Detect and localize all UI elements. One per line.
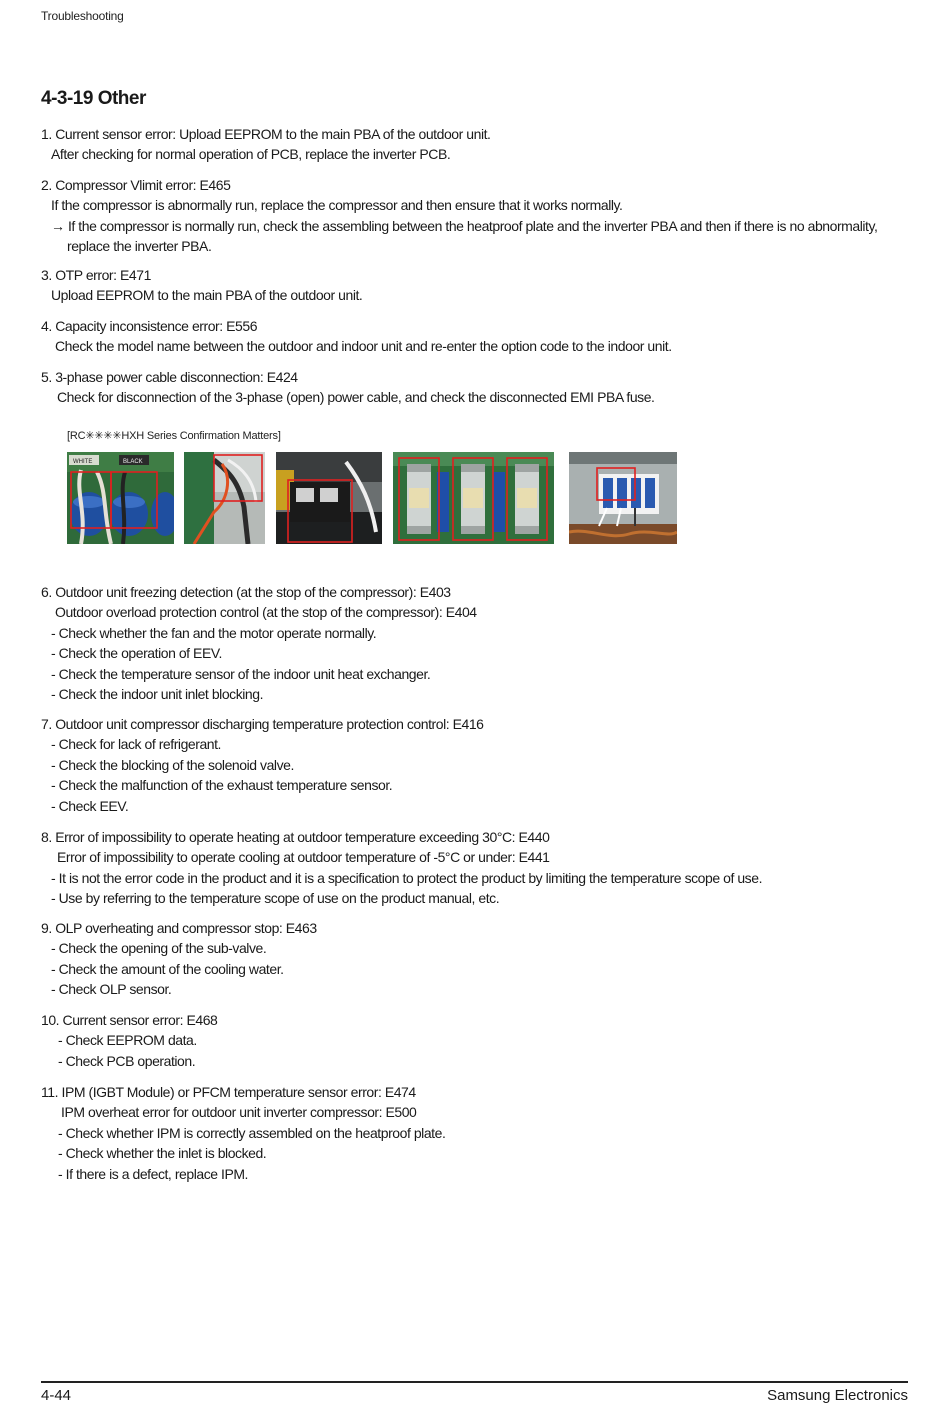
item-heading: 10. Current sensor error: E468 <box>41 1012 218 1028</box>
list-item <box>41 827 762 909</box>
item-heading: 5. 3-phase power cable disconnection: E424 <box>41 369 298 385</box>
running-header: Troubleshooting <box>41 9 124 23</box>
item-text: - Check the malfunction of the exhaust temperature sensor. <box>51 777 393 794</box>
list-item <box>41 714 484 816</box>
item-text: Check for disconnection of the 3-phase (open) power cable, and check the disconnected EMI PBA fuse. <box>57 389 655 406</box>
item-heading: 6. Outdoor unit freezing detection (at the stop of the compressor): E403 <box>41 584 451 600</box>
confirmation-label: [RC✳✳✳✳HXH Series Confirmation Matters] <box>67 430 281 442</box>
list-item <box>41 265 362 306</box>
item-heading: 11. IPM (IGBT Module) or PFCM temperature sensor error: E474 <box>41 1084 416 1100</box>
item-text: - Check the blocking of the solenoid valve. <box>51 756 294 773</box>
item-text: - Check the operation of EEV. <box>51 645 222 662</box>
item-text: - Check the opening of the sub-valve. <box>51 940 267 957</box>
item-text: replace the inverter PBA. <box>67 238 212 255</box>
item-text: IPM overheat error for outdoor unit inverter compressor: E500 <box>61 1104 417 1121</box>
item-heading: 4. Capacity inconsistence error: E556 <box>41 318 258 334</box>
wire-label-white: WHITE <box>73 459 93 465</box>
list-item <box>41 582 477 704</box>
item-text: → If the compressor is normally run, check the assembling between the heatproof plate and the inverter PBA and then if there is no abnormality, <box>51 217 878 234</box>
item-text: Outdoor overload protection control (at the stop of the compressor): E404 <box>55 604 477 621</box>
item-text: - Check the temperature sensor of the indoor unit heat exchanger. <box>51 665 431 682</box>
item-text: - Check whether IPM is correctly assembled on the heatproof plate. <box>58 1124 446 1141</box>
item-text: - Check the indoor unit inlet blocking. <box>51 686 264 703</box>
item-text: - Check the amount of the cooling water. <box>51 960 284 977</box>
item-text: If the compressor is abnormally run, replace the compressor and then ensure that it works normally. <box>51 197 623 214</box>
item-heading: 9. OLP overheating and compressor stop: E463 <box>41 920 317 936</box>
item-text: - Check OLP sensor. <box>51 981 172 998</box>
item-heading: 2. Compressor Vlimit error: E465 <box>41 177 231 193</box>
footer-rule <box>41 1381 908 1383</box>
item-heading: 8. Error of impossibility to operate heating at outdoor temperature exceeding 30°C: E440 <box>41 829 550 845</box>
list-item <box>41 1082 445 1184</box>
connector-photo <box>184 452 265 544</box>
item-text: - Check EEPROM data. <box>58 1032 197 1049</box>
item-text: - Use by referring to the temperature scope of use on the product manual, etc. <box>51 890 500 907</box>
capacitor-photo <box>67 452 174 544</box>
item-text: - It is not the error code in the product and it is a specification to protect the product by limiting the temperature scope of use. <box>51 869 763 886</box>
item-heading: 7. Outdoor unit compressor discharging temperature protection control: E416 <box>41 716 484 732</box>
item-text: Upload EEPROM to the main PBA of the outdoor unit. <box>51 287 363 304</box>
item-heading: 1. Current sensor error: Upload EEPROM to the main PBA of the outdoor unit. <box>41 126 491 142</box>
list-item <box>41 918 317 1000</box>
list-item <box>41 124 491 165</box>
page-number: 4-44 <box>41 1387 72 1404</box>
item-text: - If there is a defect, replace IPM. <box>58 1165 248 1182</box>
relay-photo <box>276 452 382 544</box>
terminal-block-photo <box>569 452 677 544</box>
fuse-photo <box>393 452 554 544</box>
item-text: Error of impossibility to operate cooling at outdoor temperature of -5°C or under: E441 <box>57 849 550 866</box>
list-item <box>41 367 655 408</box>
item-text: - Check whether the inlet is blocked. <box>58 1145 267 1162</box>
wire-label-black: BLACK <box>123 459 143 465</box>
list-item <box>41 316 672 357</box>
item-text: - Check for lack of refrigerant. <box>51 736 221 753</box>
item-text: - Check PCB operation. <box>58 1052 196 1069</box>
company-name: Samsung Electronics <box>767 1387 908 1404</box>
list-item <box>41 1010 217 1071</box>
list-item <box>41 175 877 257</box>
section-title: 4-3-19 Other <box>41 88 146 109</box>
item-text: After checking for normal operation of PCB, replace the inverter PCB. <box>51 146 451 163</box>
item-text: Check the model name between the outdoor and indoor unit and re-enter the option code to the indoor unit. <box>55 338 672 355</box>
item-text: - Check EEV. <box>51 797 129 814</box>
item-text: - Check whether the fan and the motor operate normally. <box>51 624 377 641</box>
item-heading: 3. OTP error: E471 <box>41 267 151 283</box>
